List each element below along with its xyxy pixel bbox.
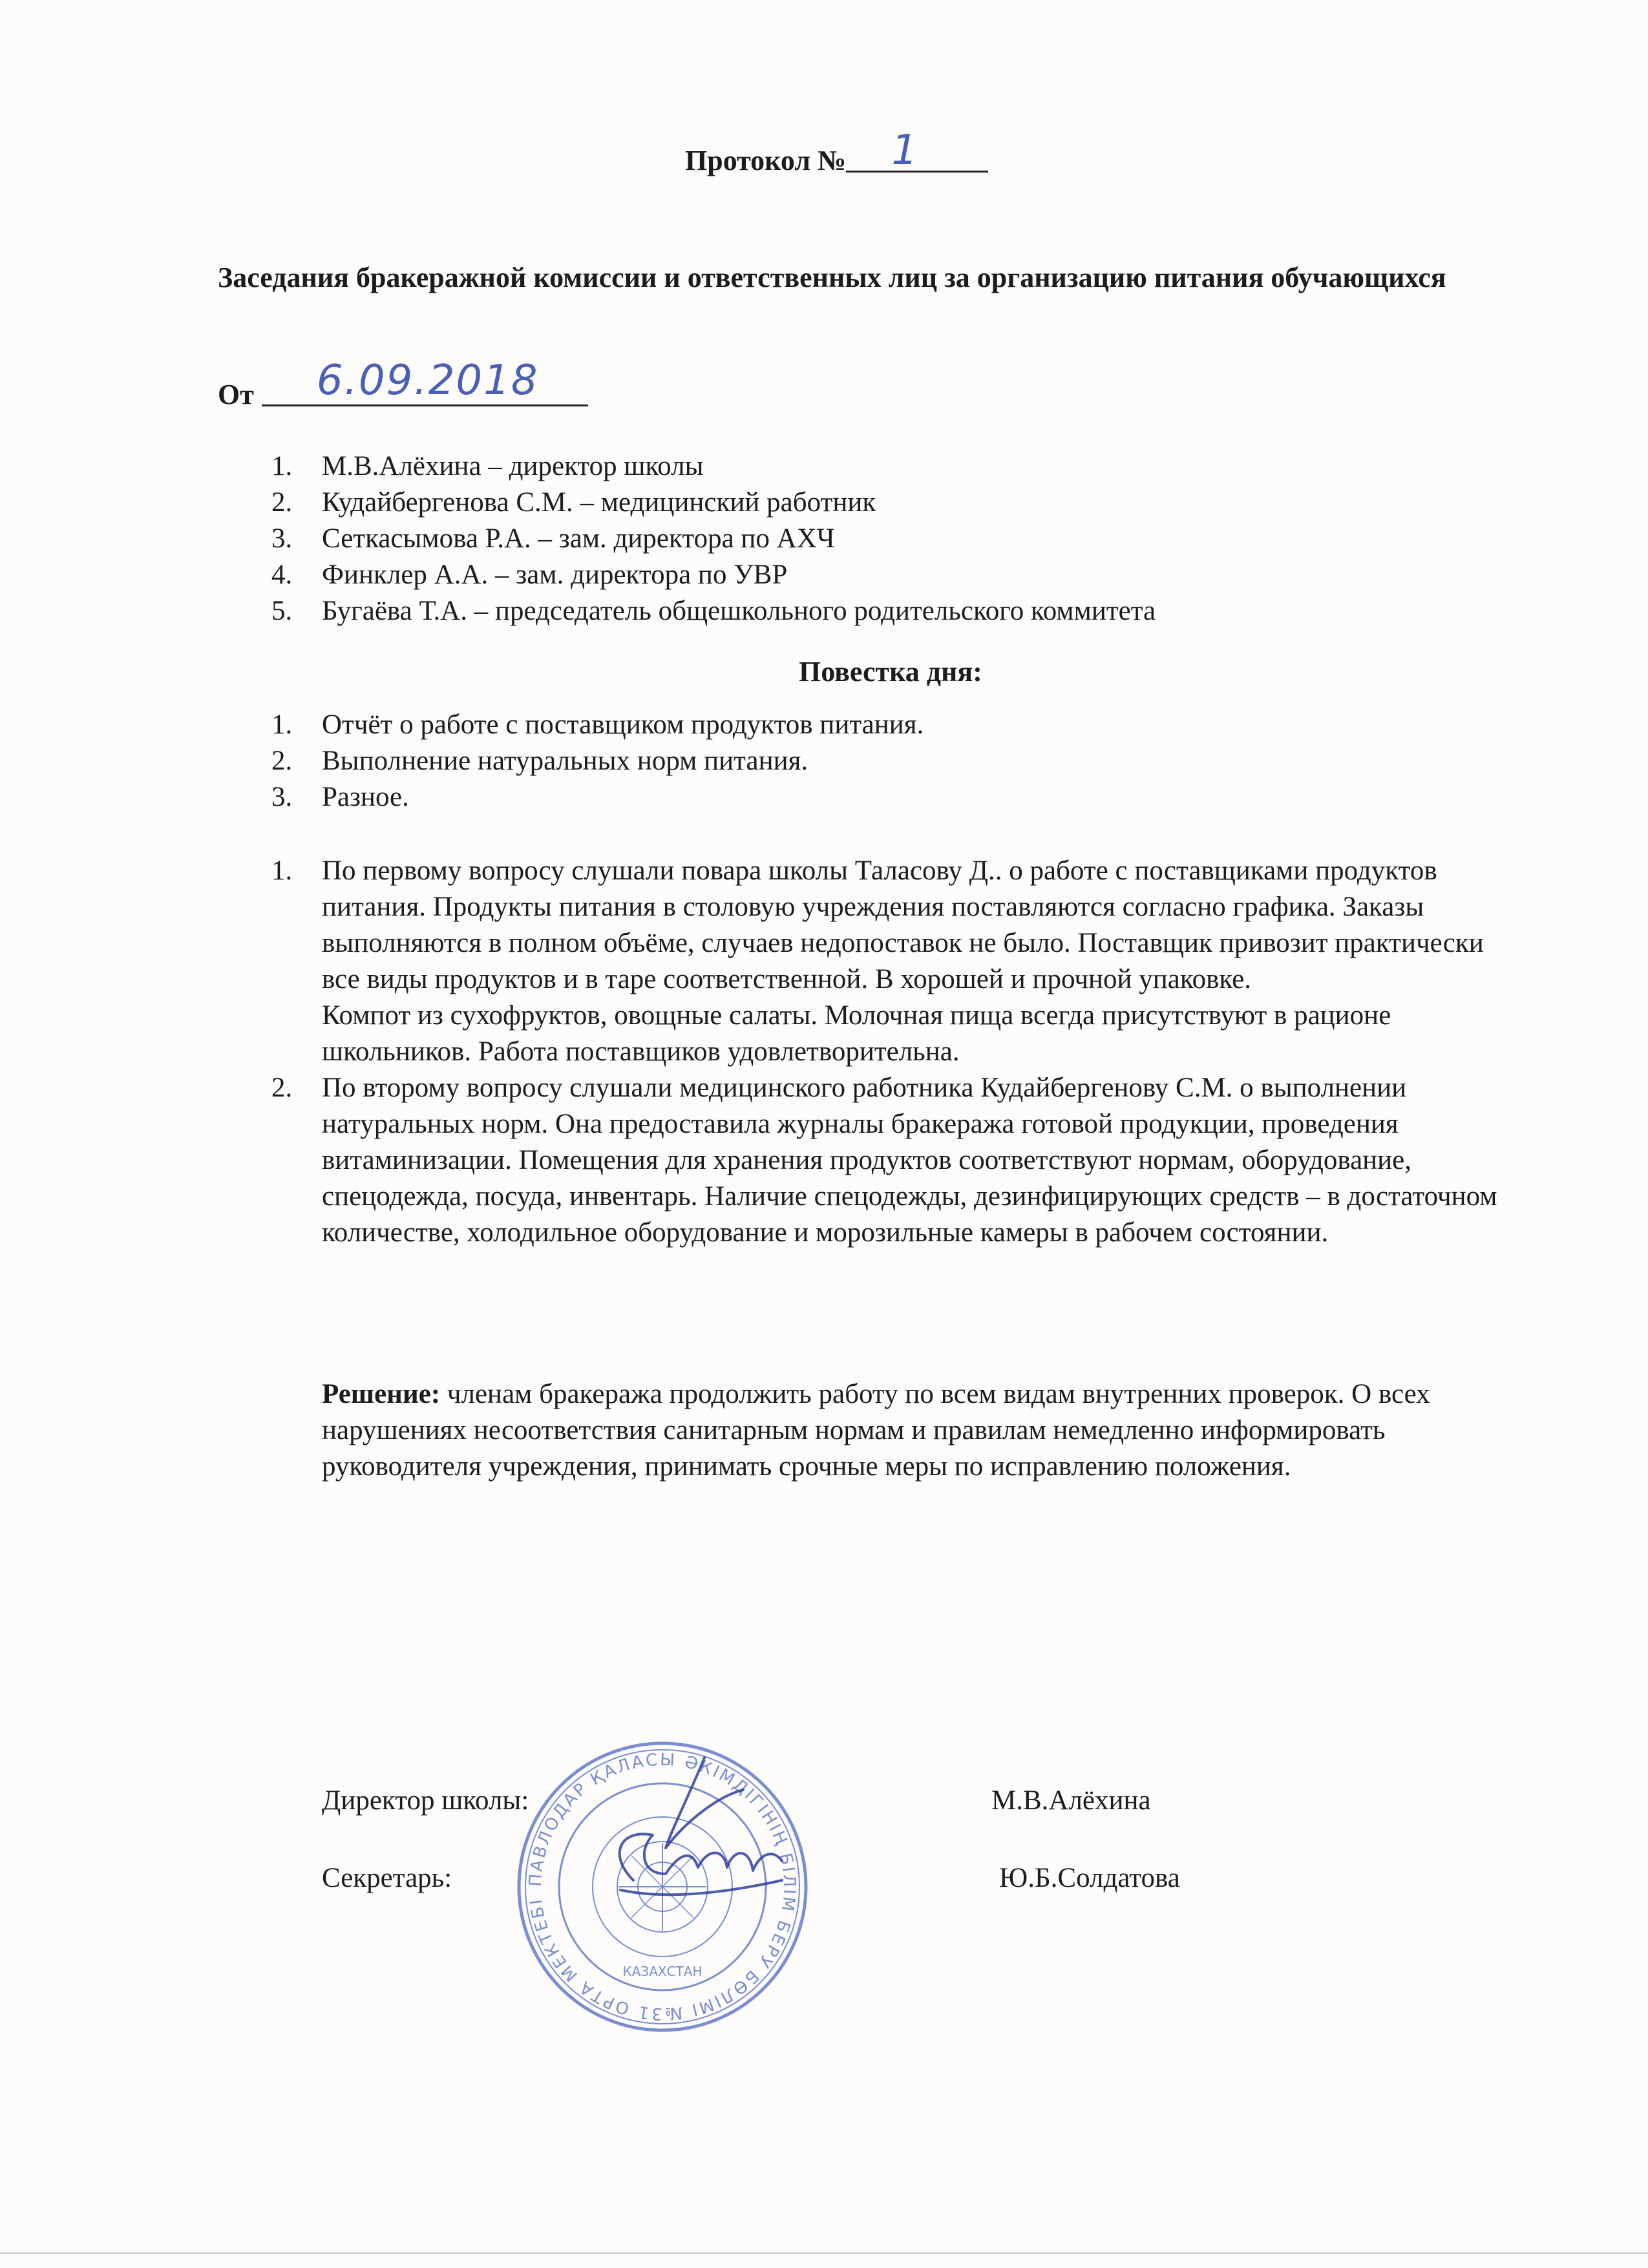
list-item xyxy=(271,593,1525,629)
list-item xyxy=(271,853,1525,1070)
list-number: 2. xyxy=(271,746,293,776)
member-text: Сеткасымова Р.А. – зам. директора по АХЧ xyxy=(322,523,835,554)
list-number: 3. xyxy=(271,523,293,554)
list-item xyxy=(271,1070,1525,1251)
stamp-inner-text: КАЗАХСТАН xyxy=(622,1964,703,1979)
stamp-outer-text: ПАВЛОДАР ҚАЛАСЫ ӘКІМДІГІНІҢ БІЛІМ БЕРУ БӨЛІМІ №31 ОРТА МЕКТЕБІ xyxy=(525,1750,799,2024)
discussion-list xyxy=(271,853,1525,1251)
discussion-paragraph: Компот из сухофруктов, овощные салаты. Молочная пища всегда присутствуют в рационе школьников. Работа поставщиков удовлетворительна. xyxy=(322,1000,1391,1067)
list-number: 4. xyxy=(271,560,293,590)
date-handwritten: 6.09.2018 xyxy=(316,357,539,404)
agenda-list xyxy=(271,707,1525,815)
list-number: 1. xyxy=(271,451,293,481)
signature xyxy=(595,1751,795,1919)
director-name: М.В.Алёхина xyxy=(991,1785,1151,1816)
protocol-subject: Заседания бракеражной комиссии и ответственных лиц за организацию питания обучающихся xyxy=(218,262,1446,293)
date-field xyxy=(262,357,588,406)
member-text: М.В.Алёхина – директор школы xyxy=(322,451,704,481)
member-text: Кудайбергенова С.М. – медицинский работник xyxy=(322,487,876,518)
decision-text: членам бракеража продолжить работу по всем видам внутренних проверок. О всех нарушениях несоответствия санитарным нормам и правилам немедленно информировать руководителя учреждения, принимать срочные меры по исправлению положения. xyxy=(322,1379,1430,1482)
director-label: Директор школы: xyxy=(322,1785,529,1816)
list-number: 1. xyxy=(271,709,293,740)
secretary-name: Ю.Б.Солдатова xyxy=(999,1863,1180,1893)
list-item xyxy=(271,521,1525,557)
date-line xyxy=(218,357,588,411)
member-text: Финклер А.А. – зам. директора по УВР xyxy=(322,560,788,590)
agenda-text: Разное. xyxy=(322,782,409,812)
list-number: 3. xyxy=(271,782,293,812)
agenda-text: Выполнение натуральных норм питания. xyxy=(322,746,808,776)
decision-label: Решение: xyxy=(322,1379,441,1409)
list-item xyxy=(271,707,1525,743)
list-number: 5. xyxy=(271,596,293,626)
agenda-text: Отчёт о работе с поставщиком продуктов питания. xyxy=(322,709,924,740)
list-item xyxy=(271,557,1525,593)
protocol-number-field xyxy=(846,127,988,174)
decision-paragraph xyxy=(322,1376,1498,1485)
list-item xyxy=(271,485,1525,521)
discussion-paragraph: По второму вопросу слушали медицинского работника Кудайбергенову С.М. о выполнении натуральных норм. Она предоставила журналы бракеража готовой продукции, проведения витаминизации. Помещения для хранения продуктов соответствуют нормам, оборудование, спецодежда, посуда, инвентарь. Наличие спецодежды, дезинфицирующих средств – в достаточном количестве, холодильное оборудование и морозильные камеры в рабочем состоянии. xyxy=(322,1073,1497,1248)
scan-edge-divider xyxy=(0,2252,1648,2254)
protocol-number-handwritten: 1 xyxy=(891,127,919,174)
members-list xyxy=(271,448,1525,629)
protocol-title-label: Протокол № xyxy=(685,145,847,176)
list-item xyxy=(271,779,1525,815)
discussion-paragraph: По первому вопросу слушали повара школы Таласову Д.. о работе с поставщиками продуктов питания. Продукты питания в столовую учреждения поставляются согласно графика. Заказы выполняются в полном объёме, случаев недопоставок не было. Поставщик привозит практически все виды продуктов и в таре соответственной. В хорошей и прочной упаковке. xyxy=(322,856,1484,994)
list-item xyxy=(271,743,1525,779)
secretary-label: Секретарь: xyxy=(322,1863,452,1893)
member-text: Бугаёва Т.А. – председатель общешкольного родительского коммитета xyxy=(322,596,1156,626)
list-number: 2. xyxy=(271,1073,293,1103)
date-label: От xyxy=(218,379,254,410)
list-item xyxy=(271,448,1525,485)
protocol-title xyxy=(685,127,988,177)
list-number: 1. xyxy=(271,856,293,886)
agenda-heading: Повестка дня: xyxy=(799,656,982,688)
list-number: 2. xyxy=(271,487,293,518)
